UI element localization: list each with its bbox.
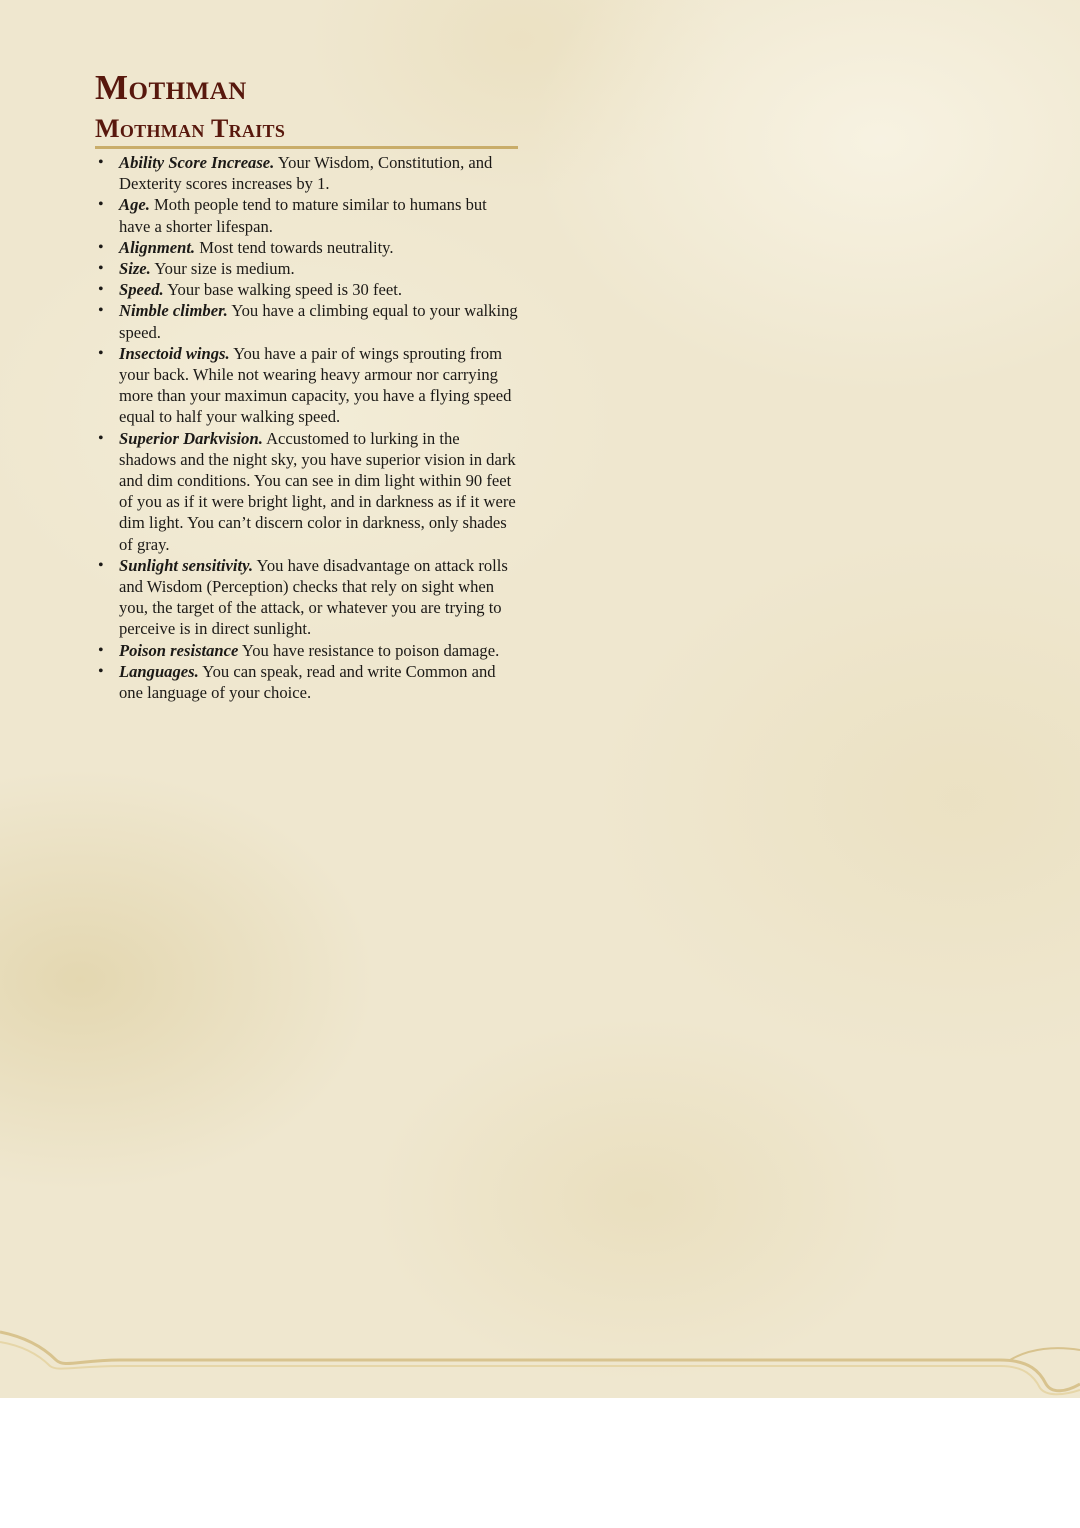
bullet-icon: • [98,260,104,278]
list-item [95,555,518,640]
trait-term: Sunlight sensitivity. [119,555,254,575]
trait-text: You can speak, read and write Common and one language of your choice. [119,661,496,703]
list-item [95,428,518,555]
bullet-icon: • [98,556,104,574]
trait-term: Ability Score Increase. [119,153,275,172]
trait-text: Your Wisdom, Constitution, and Dexterity scores increases by 1. [119,153,493,194]
list-item [95,661,518,703]
list-item [95,194,518,236]
trait-term: Poison resistance [119,640,239,660]
bullet-icon: • [98,281,104,299]
bullet-icon: • [98,302,104,320]
trait-text: Most tend towards neutrality. [195,237,394,257]
trait-term: Alignment. [119,237,196,257]
trait-term: Age. [119,195,150,215]
trait-text: You have resistance to poison damage. [238,640,500,660]
list-item [95,300,518,342]
footer-ornament-icon [0,1320,1080,1398]
list-item [95,237,518,258]
trait-term: Size. [119,259,151,279]
trait-term: Insectoid wings. [119,343,230,363]
list-item [95,279,518,300]
list-item [95,258,518,279]
trait-text: You have a pair of wings sprouting from your back. While not wearing heavy armour nor carrying more than your maximun capacity, you have a flying speed equal to half your walking speed. [119,343,512,427]
trait-text: Accustomed to lurking in the shadows and the night sky, you have superior vision in dark and dim conditions. You can see in dim light within 90 feet of you as if it were bright light, and in darkness as if it were dim light. You can’t discern color in darkness, only shades of gray. [119,428,516,554]
bullet-icon: • [98,641,104,659]
list-item [95,640,518,661]
trait-text: Your size is medium. [150,259,295,279]
bullet-icon: • [98,429,104,447]
trait-term: Superior Darkvision. [119,428,263,448]
trait-text: You have a climbing equal to your walking speed. [119,301,518,342]
section-heading: Mothman Traits [95,112,518,149]
bullet-icon: • [98,196,104,214]
trait-term: Speed. [119,280,164,300]
bullet-icon: • [98,662,104,680]
trait-text: You have disadvantage on attack rolls and Wisdom (Perception) checks that rely on sight when you, the target of the attack, or whatever you are trying to perceive is in direct sunlight. [119,555,508,639]
list-item [95,343,518,428]
text-column [95,64,518,703]
trait-text: Your base walking speed is 30 feet. [163,280,402,300]
trait-term: Languages. [119,661,199,681]
page-title: Mothman [95,68,247,107]
list-item [95,152,518,194]
bullet-icon: • [98,238,104,256]
bullet-icon: • [98,154,104,171]
bullet-icon: • [98,344,104,362]
trait-term: Nimble climber. [119,301,228,321]
traits-list [95,152,518,703]
trait-text: Moth people tend to mature similar to humans but have a shorter lifespan. [119,195,487,236]
